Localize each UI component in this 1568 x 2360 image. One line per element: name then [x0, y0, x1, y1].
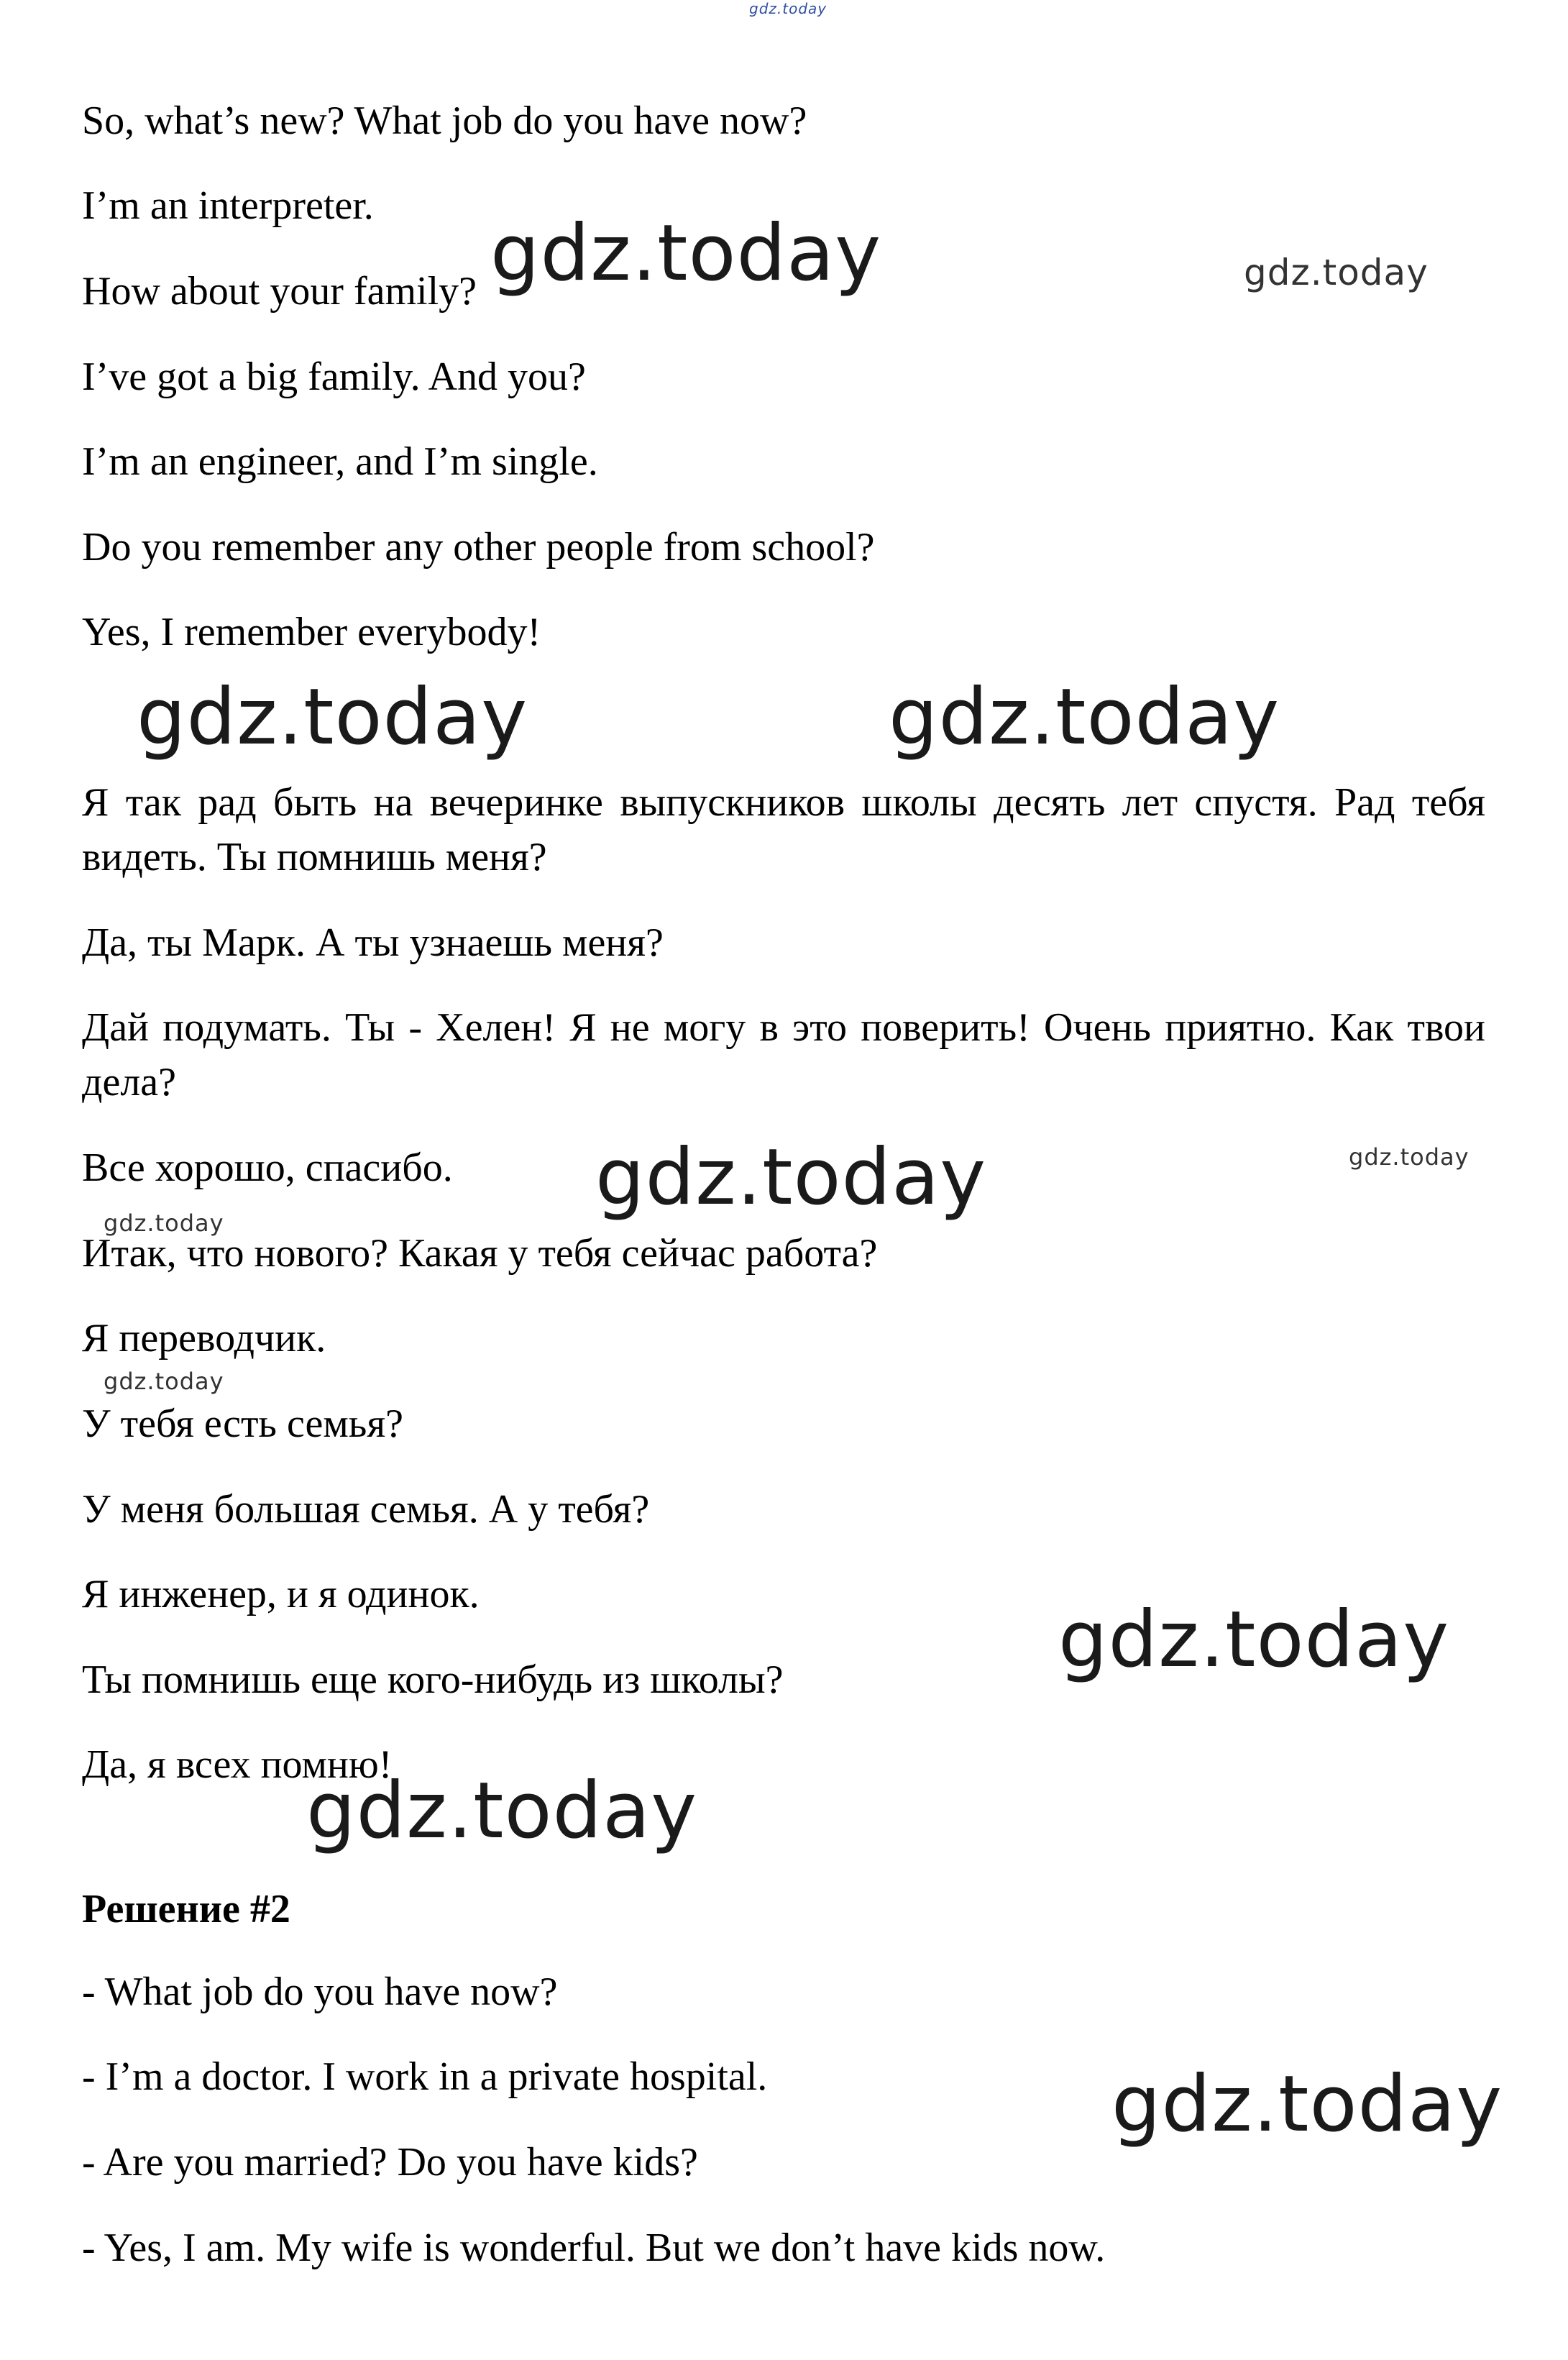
solution-line: - Yes, I am. My wife is wonderful. But we don’t have kids now. — [82, 2226, 1106, 2270]
watermark: gdz.today — [490, 209, 882, 298]
translation-line-ru: Я инженер, и я одинок. — [82, 1572, 480, 1616]
translation-line-ru: Итак, что нового? Какая у тебя сейчас работа? — [82, 1231, 878, 1276]
watermark: gdz.today — [104, 1368, 224, 1395]
watermark: gdz.today — [104, 1209, 224, 1237]
watermark: gdz.today — [1111, 2059, 1503, 2149]
translation-line-ru: Все хорошо, спасибо. — [82, 1145, 453, 1190]
translation-line-ru: Я переводчик. — [82, 1316, 326, 1360]
dialogue-line-en: Do you remember any other people from school? — [82, 525, 875, 570]
solution-line: - I’m a doctor. I work in a private hospital. — [82, 2054, 768, 2099]
translation-line-ru: Ты помнишь еще кого-нибудь из школы? — [82, 1657, 784, 1702]
dialogue-line-en: I’ve got a big family. And you? — [82, 355, 586, 399]
dialogue-line-en: I’m an engineer, and I’m single. — [82, 439, 598, 484]
translation-line-ru: У тебя есть семья? — [82, 1401, 403, 1446]
translation-paragraph-ru: Дай подумать. Ты - Хелен! Я не могу в это поверить! Очень приятно. Как твои дела? — [82, 1005, 1485, 1104]
watermark: gdz.today — [137, 672, 528, 762]
dialogue-line-en: I’m an interpreter. — [82, 183, 374, 228]
translation-line-ru: У меня большая семья. А у тебя? — [82, 1487, 650, 1532]
translation-line-ru: Да, ты Марк. А ты узнаешь меня? — [82, 920, 664, 965]
solution-heading: Решение #2 — [82, 1887, 290, 1931]
dialogue-line-en: How about your family? — [82, 269, 477, 314]
dialogue-line-en: Yes, I remember everybody! — [82, 610, 541, 654]
translation-line-ru: Да, я всех помню! — [82, 1742, 393, 1787]
dialogue-line-en: So, what’s new? What job do you have now? — [82, 99, 807, 143]
watermark: gdz.today — [595, 1133, 987, 1222]
watermark: gdz.today — [306, 1766, 698, 1856]
watermark-top: gdz.today — [749, 0, 827, 17]
watermark: gdz.today — [1058, 1595, 1450, 1685]
solution-line: - What job do you have now? — [82, 1970, 558, 2014]
solution-line: - Are you married? Do you have kids? — [82, 2140, 698, 2185]
watermark: gdz.today — [889, 672, 1280, 762]
watermark: gdz.today — [1349, 1143, 1470, 1171]
translation-paragraph-ru: Я так рад быть на вечеринке выпускников школы десять лет спустя. Рад тебя видеть. Ты помнишь меня? — [82, 780, 1485, 879]
watermark: gdz.today — [1244, 252, 1429, 293]
